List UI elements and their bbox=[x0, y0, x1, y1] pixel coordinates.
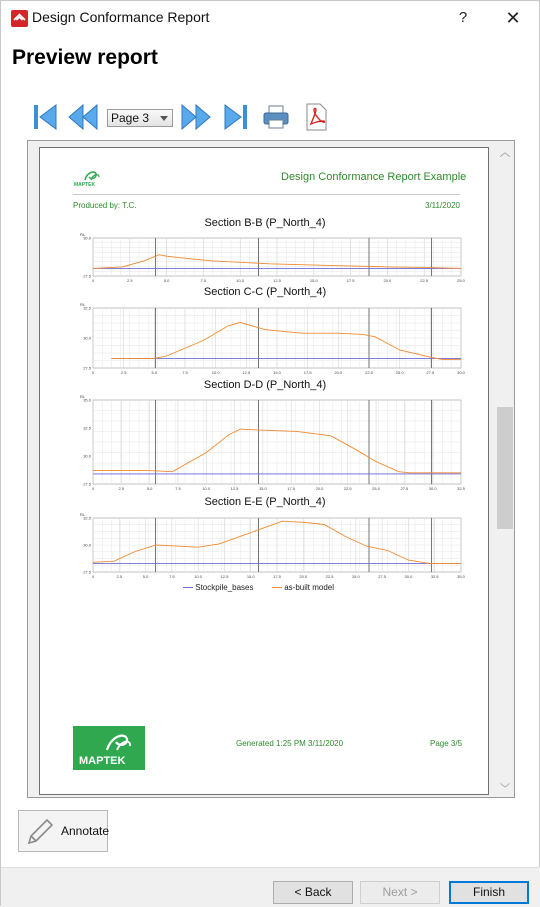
y-tick-label: 27.5 bbox=[83, 569, 91, 575]
produced-by: Produced by: T.C. bbox=[73, 201, 137, 210]
x-tick-label: 35.0 bbox=[457, 574, 465, 579]
x-tick-label: 10.0 bbox=[211, 370, 220, 375]
pdf-icon bbox=[303, 102, 329, 132]
x-tick-label: 0 bbox=[91, 370, 95, 375]
x-tick-label: 10.0 bbox=[236, 278, 245, 283]
y-tick-label: 35.0 bbox=[83, 397, 91, 403]
x-tick-label: 17.5 bbox=[273, 574, 281, 579]
title-bar bbox=[1, 1, 540, 35]
x-tick-label: 0 bbox=[91, 486, 95, 491]
maptek-logo-small bbox=[73, 168, 103, 188]
maptek-logo-large bbox=[73, 726, 145, 770]
page-number: Page 3/5 bbox=[430, 739, 463, 748]
y-axis-label: RL bbox=[80, 302, 86, 307]
last-page-icon bbox=[222, 102, 250, 132]
y-tick-label: 27.5 bbox=[83, 481, 91, 487]
x-tick-label: 25.0 bbox=[395, 370, 404, 375]
x-tick-label: 20.0 bbox=[334, 370, 343, 375]
page-dropdown[interactable] bbox=[107, 109, 173, 127]
y-tick-label: 27.5 bbox=[83, 365, 91, 371]
scroll-down-arrow-icon[interactable]: ﹀ bbox=[500, 784, 510, 795]
x-tick-label: 17.5 bbox=[346, 278, 355, 283]
section-title-e-e: Section E-E (P_North_4) bbox=[204, 496, 326, 508]
y-axis-label: RL bbox=[80, 232, 86, 237]
maptek-logo-small-text: MAPTEK bbox=[74, 182, 96, 188]
close-button[interactable]: ✕ bbox=[505, 8, 521, 28]
x-tick-label: 0 bbox=[91, 574, 95, 579]
x-tick-label: 32.5 bbox=[457, 486, 465, 491]
y-axis-label: RL bbox=[80, 394, 86, 399]
y-tick-label: 32.5 bbox=[83, 425, 91, 431]
page-title: Preview report bbox=[12, 46, 158, 69]
x-tick-label: 12.5 bbox=[230, 486, 239, 491]
x-tick-label: 27.5 bbox=[378, 574, 387, 579]
x-tick-label: 12.5 bbox=[273, 278, 281, 283]
vertical-scrollbar[interactable] bbox=[496, 141, 514, 797]
x-tick-label: 15.0 bbox=[246, 574, 255, 579]
previous-page-icon bbox=[67, 102, 99, 132]
next-button[interactable]: Next > bbox=[360, 881, 440, 904]
x-tick-label: 5.0 bbox=[146, 486, 153, 491]
x-tick-label: 7.5 bbox=[200, 278, 207, 283]
legend-label-bases: Stockpile_bases bbox=[195, 583, 254, 592]
chart-legend bbox=[183, 583, 383, 595]
x-tick-label: 20.0 bbox=[315, 486, 324, 491]
section-title-c-c: Section C-C (P_North_4) bbox=[203, 286, 327, 298]
y-tick-label: 32.5 bbox=[83, 515, 91, 521]
x-tick-label: 20.0 bbox=[383, 278, 392, 283]
x-tick-label: 5.0 bbox=[163, 278, 170, 283]
x-tick-label: 2.5 bbox=[118, 486, 125, 491]
x-tick-label: 22.5 bbox=[365, 370, 373, 375]
next-page-button[interactable] bbox=[180, 102, 212, 132]
x-tick-label: 15.0 bbox=[258, 486, 267, 491]
x-tick-label: 25.0 bbox=[457, 278, 465, 283]
x-tick-label: 17.5 bbox=[287, 486, 296, 491]
section-c-c-chart bbox=[77, 300, 465, 376]
x-tick-label: 20.0 bbox=[299, 574, 308, 579]
x-tick-label: 2.5 bbox=[120, 370, 127, 375]
help-button[interactable]: ? bbox=[458, 9, 468, 26]
page-dropdown-value: Page 3 bbox=[111, 111, 150, 125]
x-tick-label: 7.5 bbox=[169, 574, 175, 579]
x-tick-label: 7.5 bbox=[182, 370, 188, 375]
chevron-down-icon bbox=[160, 116, 168, 121]
x-tick-label: 15.0 bbox=[273, 370, 281, 375]
x-tick-label: 2.5 bbox=[127, 278, 133, 283]
x-tick-label: 27.5 bbox=[400, 486, 409, 491]
legend-swatch-asbuilt bbox=[272, 587, 282, 588]
app-icon bbox=[11, 10, 28, 27]
section-b-b-chart bbox=[77, 230, 465, 284]
x-tick-label: 5.0 bbox=[142, 574, 149, 579]
report-header-title: Design Conformance Report Example bbox=[281, 171, 467, 183]
x-tick-label: 25.0 bbox=[372, 486, 380, 491]
annotate-button[interactable] bbox=[18, 810, 108, 852]
annotate-label: Annotate bbox=[61, 824, 110, 838]
y-tick-label: 30.0 bbox=[83, 335, 91, 341]
maptek-logo-large-text: MAPTEK bbox=[79, 755, 126, 767]
pencil-icon bbox=[24, 816, 56, 848]
x-tick-label: 12.5 bbox=[220, 574, 229, 579]
scrollbar-thumb[interactable] bbox=[497, 407, 513, 529]
first-page-button[interactable] bbox=[31, 102, 59, 132]
legend-swatch-bases bbox=[183, 587, 193, 588]
x-tick-label: 15.0 bbox=[309, 278, 318, 283]
x-tick-label: 30.0 bbox=[428, 486, 437, 491]
x-tick-label: 2.5 bbox=[116, 574, 123, 579]
print-button[interactable] bbox=[261, 102, 291, 132]
x-tick-label: 30.0 bbox=[404, 574, 413, 579]
x-tick-label: 22.5 bbox=[343, 486, 352, 491]
section-d-d-chart bbox=[77, 392, 465, 492]
legend-label-asbuilt: as-built model bbox=[284, 583, 335, 592]
wizard-footer bbox=[1, 867, 540, 907]
y-tick-label: 30.0 bbox=[83, 235, 91, 241]
header-divider bbox=[73, 194, 460, 195]
section-title-d-d: Section D-D (P_North_4) bbox=[203, 379, 327, 391]
section-e-e-chart bbox=[77, 510, 465, 580]
report-page bbox=[39, 147, 489, 795]
generated-timestamp: Generated 1:25 PM 3/11/2020 bbox=[236, 739, 344, 748]
report-preview-pane[interactable] bbox=[27, 140, 515, 798]
y-tick-label: 27.5 bbox=[83, 273, 91, 279]
x-tick-label: 25.0 bbox=[351, 574, 360, 579]
x-tick-label: 10.0 bbox=[202, 486, 211, 491]
y-tick-label: 32.5 bbox=[83, 305, 91, 311]
x-tick-label: 5.0 bbox=[151, 370, 158, 375]
x-tick-label: 22.5 bbox=[325, 574, 334, 579]
y-axis-label: RL bbox=[80, 512, 86, 517]
previous-page-button[interactable] bbox=[67, 102, 99, 132]
finish-button[interactable]: Finish bbox=[449, 881, 529, 904]
x-tick-label: 12.5 bbox=[242, 370, 251, 375]
printer-icon bbox=[261, 102, 291, 132]
x-tick-label: 32.5 bbox=[430, 574, 439, 579]
scroll-up-arrow-icon[interactable]: ︿ bbox=[500, 148, 510, 159]
x-tick-label: 0 bbox=[91, 278, 95, 283]
window-title: Design Conformance Report bbox=[32, 9, 210, 25]
y-tick-label: 30.0 bbox=[83, 453, 91, 459]
last-page-button[interactable] bbox=[222, 102, 250, 132]
x-tick-label: 30.0 bbox=[457, 370, 465, 375]
first-page-icon bbox=[31, 102, 59, 132]
x-tick-label: 10.0 bbox=[194, 574, 203, 579]
y-tick-label: 30.0 bbox=[83, 542, 91, 548]
export-pdf-button[interactable] bbox=[303, 102, 329, 132]
next-page-icon bbox=[180, 102, 212, 132]
x-tick-label: 7.5 bbox=[175, 486, 181, 491]
x-tick-label: 17.5 bbox=[303, 370, 312, 375]
section-title-b-b: Section B-B (P_North_4) bbox=[204, 217, 326, 229]
x-tick-label: 22.5 bbox=[420, 278, 429, 283]
x-tick-label: 27.5 bbox=[426, 370, 435, 375]
report-date: 3/11/2020 bbox=[425, 201, 460, 210]
back-button[interactable]: < Back bbox=[273, 881, 353, 904]
